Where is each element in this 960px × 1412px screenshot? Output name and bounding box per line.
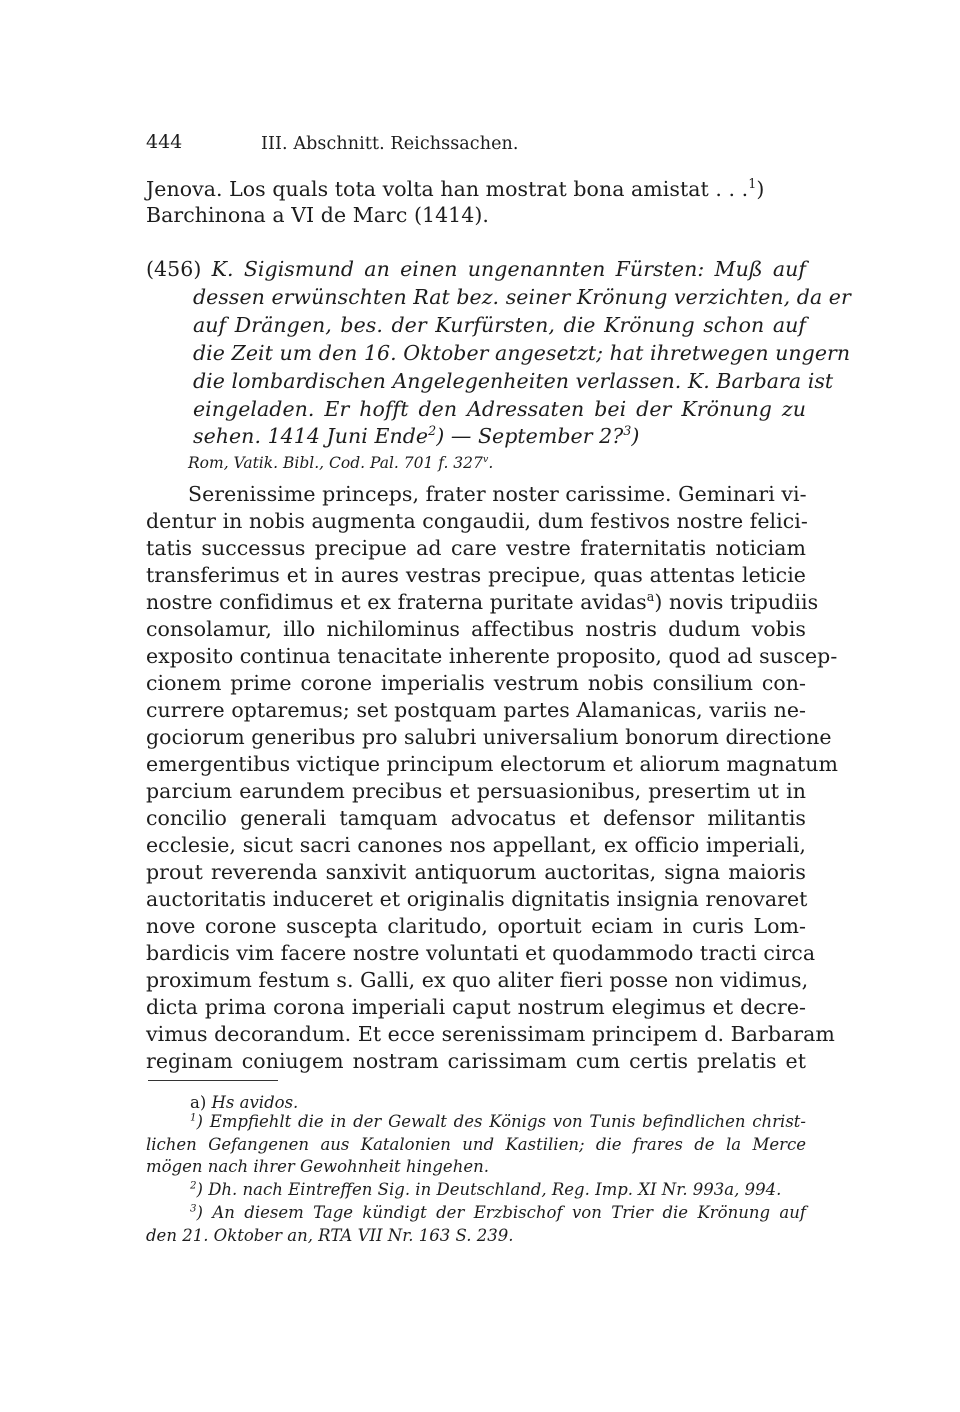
footnote-1-text-1: ) Empfiehlt die in der Gewalt des Königs von Tunis befindlichen christ-: [196, 1112, 806, 1131]
regest-line-6: eingeladen. Er hofft den Adressaten bei der Krönung zu: [193, 397, 806, 421]
source-citation: [188, 454, 493, 472]
regest-text-1: K. Sigismund an einen ungenannten Fürsten: Muß auf: [211, 257, 806, 281]
footnote-3-line-2: den 21. Oktober an, RTA VII Nr. 163 S. 239.: [146, 1226, 514, 1245]
regest-line-2: dessen erwünschten Rat bez. seiner Krönung verzichten, da er: [193, 285, 851, 309]
preceding-line-1: [146, 177, 764, 201]
source-end: .: [488, 454, 494, 472]
source-text: Rom, Vatik. Bibl., Cod. Pal. 701 f. 327: [188, 454, 483, 472]
body-line-18: bardicis vim facere nostre voluntati et quodammodo tracti circa: [146, 941, 816, 965]
body-line-14: ecclesie, sicut sacri canones nos appellant, ex officio imperiali,: [146, 833, 806, 857]
footnote-ref-2: 2: [428, 423, 437, 439]
date-text: sehen. 1414 Juni Ende: [193, 424, 429, 448]
footnote-ref-1-close: ): [756, 177, 765, 201]
preceding-text-1: Jenova. Los quals tota volta han mostrat bona amistat . . .: [146, 177, 749, 201]
body-line-19: proximum festum s. Galli, ex quo aliter fieri posse non vidimus,: [146, 968, 809, 992]
body-line-6: consolamur, illo nichilominus affectibus nostris dudum vobis: [146, 617, 806, 641]
footnote-1-line-2: lichen Gefangenen aus Katalonien und Kastilien; die frares de la Merce: [146, 1135, 806, 1154]
preceding-line-2: Barchinona a VI de Marc (1414).: [146, 203, 489, 227]
body-line-20: dicta prima corona imperiali caput nostrum elegimus et decre-: [146, 995, 806, 1019]
body-line-8: cionem prime corone imperialis vestrum nobis consilium con-: [146, 671, 806, 695]
footnote-a: [190, 1093, 298, 1112]
regest-line-1: [146, 257, 806, 281]
body-line-4: transferimus et in aures vestras precipue, quas attentas leticie: [146, 563, 806, 587]
entry-number: (456): [146, 257, 212, 281]
body-line-13: concilio generali tamquam advocatus et defensor militantis: [146, 806, 806, 830]
footnote-3-text-1: ) An diesem Tage kündigt der Erzbischof von Trier die Krönung auf: [196, 1203, 806, 1222]
source-verso: v: [482, 453, 489, 465]
footnote-a-mark: a): [190, 1093, 207, 1112]
regest-line-4: die Zeit um den 16. Oktober angesetzt; hat ihretwegen ungern: [193, 341, 851, 365]
page-number: 444: [146, 131, 183, 153]
regest-date-line: [193, 424, 639, 448]
body-line-5-rest: ) novis tripudiis: [654, 590, 819, 614]
footnote-1-mark: 1: [190, 1112, 197, 1124]
footnote-1-line-1: [190, 1112, 806, 1131]
footnote-ref-a: a: [646, 589, 655, 605]
body-line-11: emergentibus victique principum electorum et aliorum magnatum: [146, 752, 839, 776]
footnote-1-line-3: mögen nach ihrer Gewohnheit hingehen.: [146, 1157, 489, 1176]
body-line-3: tatis successus precipue ad care vestre fraternitatis noticiam: [146, 536, 806, 560]
body-line-22: reginam coniugem nostram carissimam cum certis prelatis et: [146, 1049, 806, 1073]
date-end: ): [631, 424, 640, 448]
body-line-15: prout reverenda sanxivit antiquorum auctoritas, signa maioris: [146, 860, 806, 884]
body-line-17: nove corone suscepta claritudo, oportuit eciam in curis Lom-: [146, 914, 806, 938]
body-line-5-text: nostre confidimus et ex fraterna puritate avidas: [146, 590, 647, 614]
body-line-9: currere optaremus; set postquam partes Alamanicas, variis ne-: [146, 698, 806, 722]
running-title: III. Abschnitt. Reichssachen.: [261, 134, 519, 154]
regest-line-3: auf Drängen, bes. der Kurfürsten, die Krönung schon auf: [193, 313, 806, 337]
footnote-2-mark: 2: [190, 1180, 197, 1192]
body-line-7: exposito continua tenacitate inherente proposito, quod ad suscep-: [146, 644, 838, 668]
footnote-ref-1: 1: [748, 176, 757, 192]
body-line-12: parcium earundem precibus et persuasionibus, presertim ut in: [146, 779, 806, 803]
footnote-ref-3: 3: [623, 423, 632, 439]
footnote-rule: [148, 1080, 278, 1081]
body-line-10: gociorum generibus pro salubri universalium bonorum directione: [146, 725, 832, 749]
body-line-1: Serenissime princeps, frater noster carissime. Geminari vi-: [188, 482, 807, 506]
date-mid: ) — September 2?: [436, 424, 624, 448]
body-line-5: [146, 589, 819, 614]
footnote-2-text: ) Dh. nach Eintreffen Sig. in Deutschland, Reg. Imp. XI Nr. 993a, 994.: [196, 1180, 782, 1199]
footnote-a-text: Hs avidos.: [211, 1093, 299, 1112]
body-line-2: dentur in nobis augmenta congaudii, dum festivos nostre felici-: [146, 509, 808, 533]
footnote-2: [190, 1180, 781, 1199]
body-line-21: vimus decorandum. Et ecce serenissimam principem d. Barbaram: [146, 1022, 835, 1046]
footnote-3-mark: 3: [190, 1203, 197, 1215]
body-line-16: auctoritatis induceret et originalis dignitatis insignia renovaret: [146, 887, 808, 911]
footnote-3-line-1: [190, 1203, 806, 1222]
regest-line-5: die lombardischen Angelegenheiten verlassen. K. Barbara ist: [193, 369, 834, 393]
